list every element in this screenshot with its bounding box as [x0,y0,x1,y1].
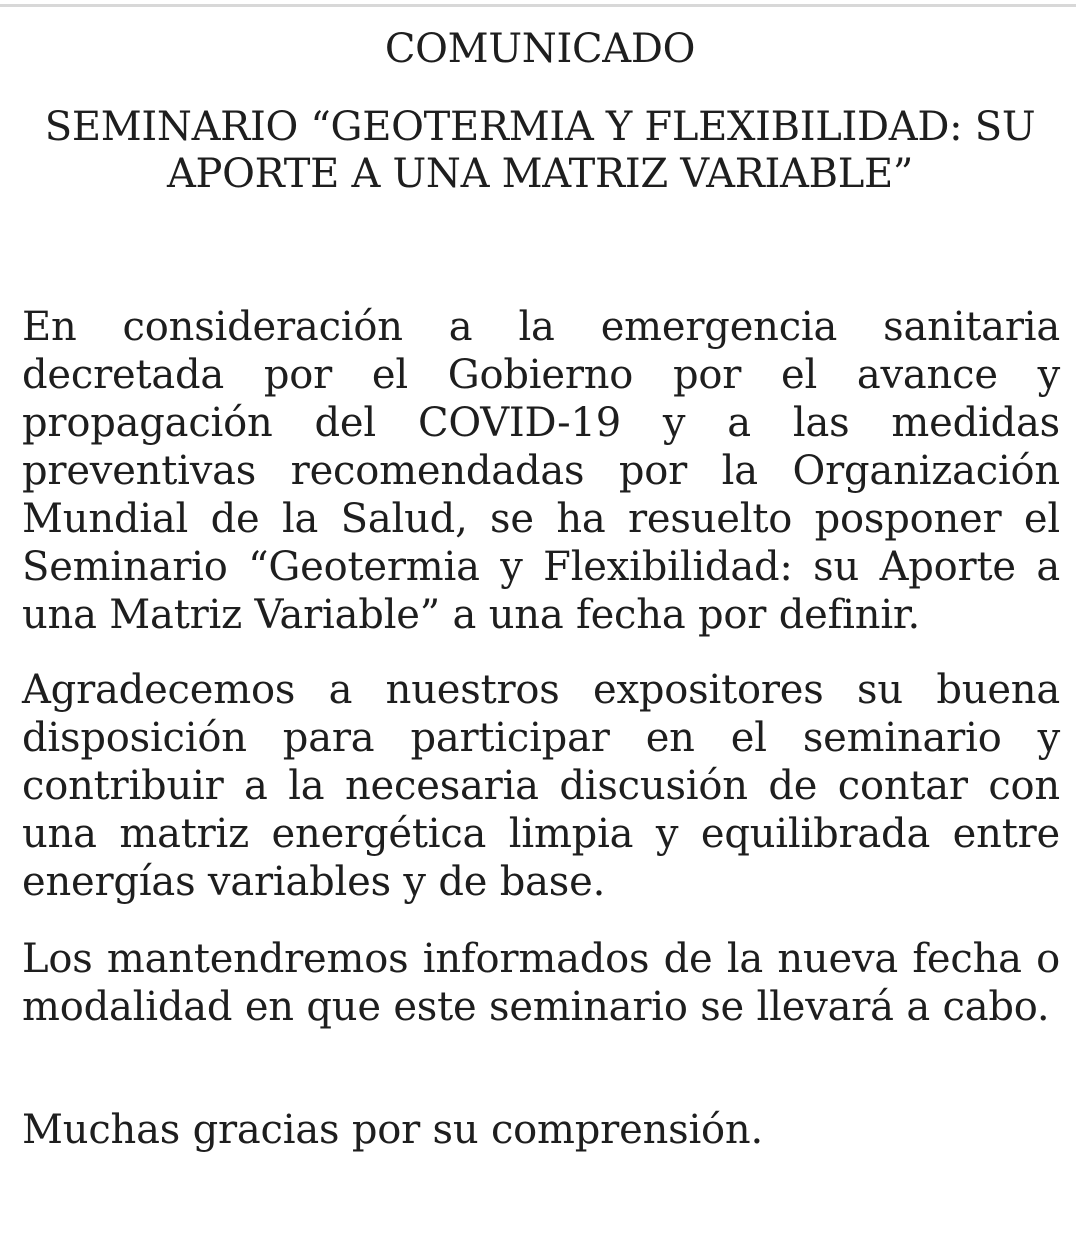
document-title: SEMINARIO “GEOTERMIA Y FLEXIBILIDAD: SU APORTE A UNA MATRIZ VARIABLE” [44,104,1036,197]
paragraph-postponement: En consideración a la emergencia sanitaria decretada por el Gobierno por el avance y propagación del COVID-19 y a las medidas preventivas recomendadas por la Organización Mundial de la Salud, se ha resuelto posponer el Seminario “Geotermia y Flexibilidad: su Aporte a una Matriz Variable” a una fecha por definir. [22,304,1060,638]
paragraph-closing: Muchas gracias por su comprensión. [22,1107,764,1153]
paragraph-keep-informed: Los mantendremos informados de la nueva fecha o modalidad en que este seminario se llevará a cabo. [22,936,1060,1030]
document-label: COMUNICADO [384,26,696,72]
paragraph-thanks-speakers: Agradecemos a nuestros expositores su buena disposición para participar en el seminario y contribuir a la necesaria discusión de contar con una matriz energética limpia y equilibrada entre energías variables y de base. [22,667,1060,905]
top-divider [0,4,1076,7]
